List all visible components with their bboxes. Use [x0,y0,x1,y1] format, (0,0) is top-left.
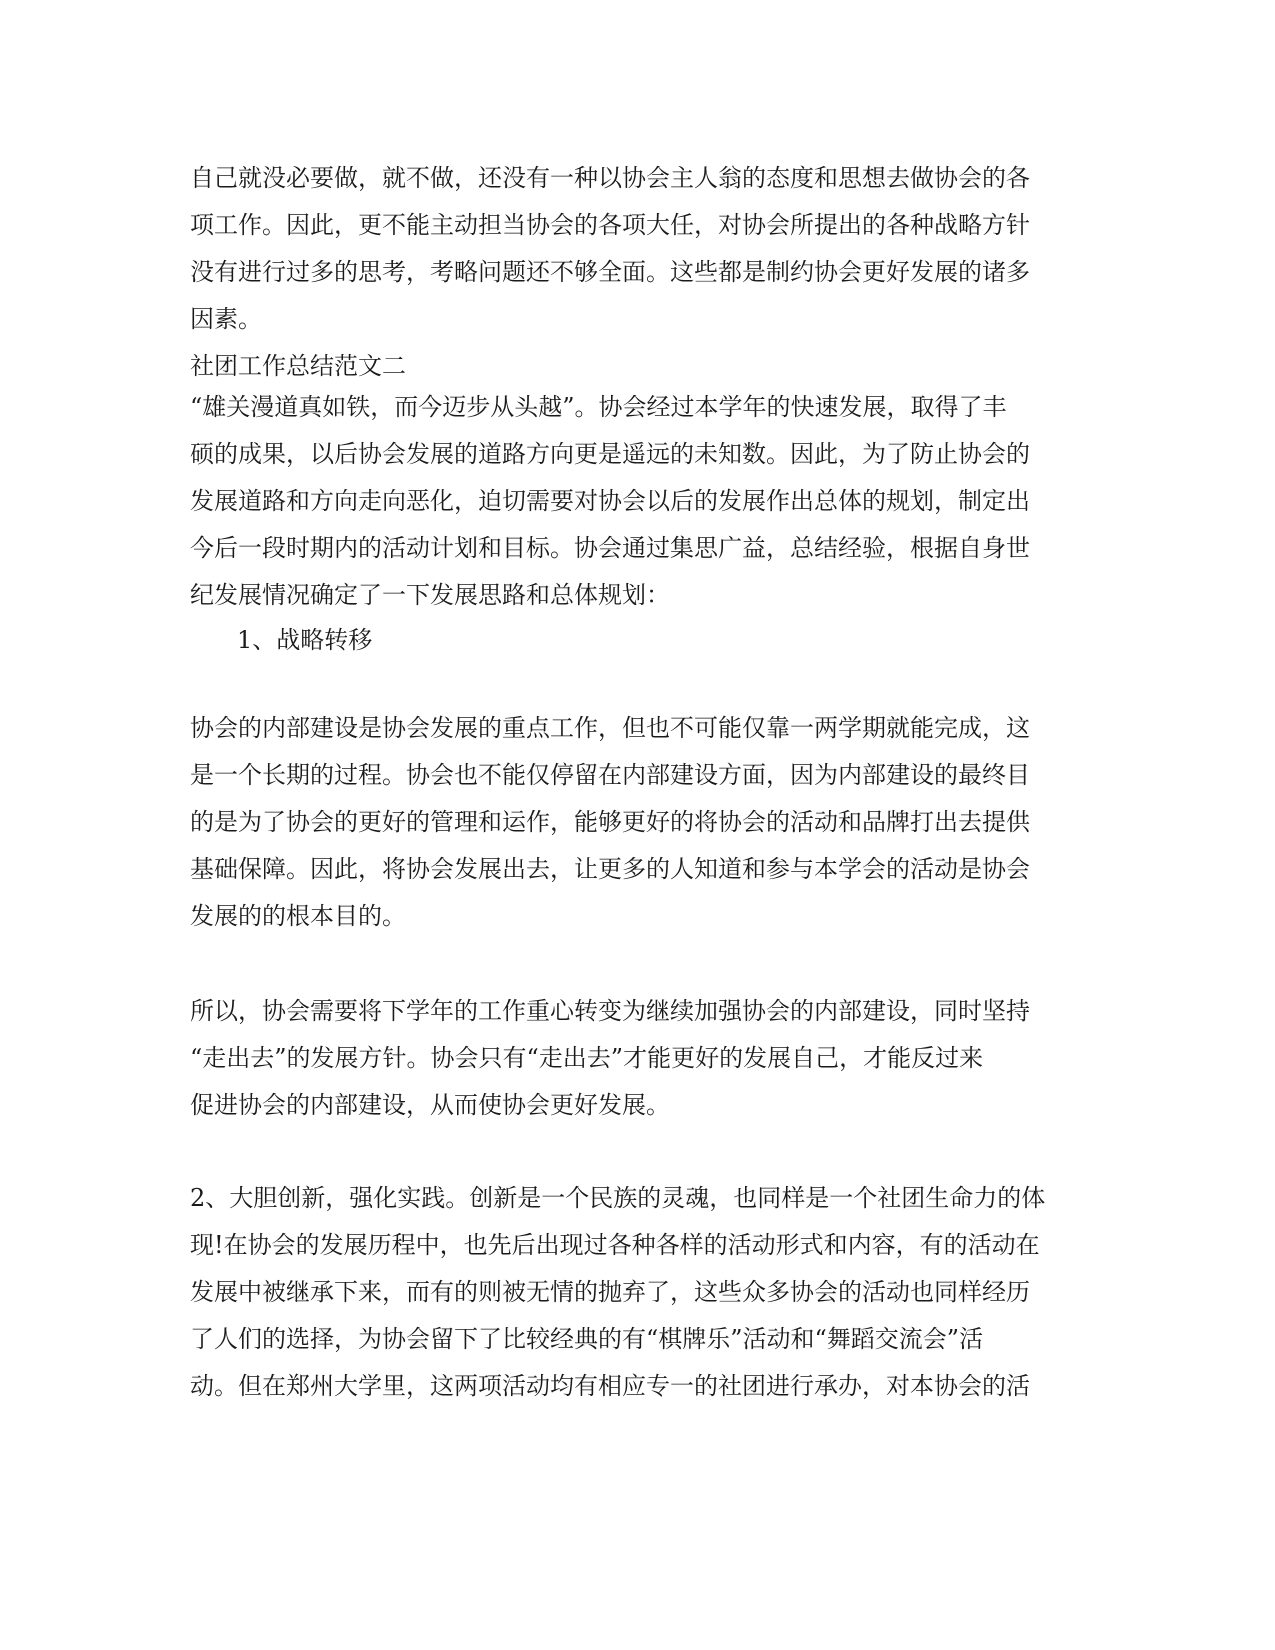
paragraph-intro: 自己就没必要做，就不做，还没有一种以协会主人翁的态度和思想去做协会的各 项工作。因此，更不能主动担当协会的各项大任，对协会所提出的各种战略方针 没有进行过多的思考，考略问题还不够全面。这些都是制约协会更好发展的诸多 因素。 [190,164,1030,333]
section-heading: 社团工作总结范文二 [190,352,406,380]
subheading-strategy-shift: 1、战略转移 [237,626,373,654]
paragraph-internal-building: 协会的内部建设是协会发展的重点工作，但也不可能仅靠一两学期就能完成，这 是一个长期的过程。协会也不能仅停留在内部建设方面，因为内部建设的最终目 的是为了协会的更好的管理和运作，能够更好的将协会的活动和品牌打出去提供 基础保障。因此，将协会发展出去，让更多的人知道和参与本学会的活动是协会 发展的的根本目的。 [190,714,1030,930]
paragraph-planning: “雄关漫道真如铁，而今迈步从头越”。协会经过本学年的快速发展，取得了丰 硕的成果，以后协会发展的道路方向更是遥远的未知数。因此，为了防止协会的 发展道路和方向走向恶化，迫切需要对协会以后的发展作出总体的规划，制定出 今后一段时期内的活动计划和目标。协会通过集思广益，总结经验，根据自身世 纪发展情况确定了一下发展思路和总体规划： [190,393,1030,609]
paragraph-innovation: 2、大胆创新，强化实践。创新是一个民族的灵魂，也同样是一个社团生命力的体 现!在协会的发展历程中，也先后出现过各种各样的活动形式和内容，有的活动在 发展中被继承下来，而有的则被无情的抛弃了，这些众多协会的活动也同样经历 了人们的选择，为协会留下了比较经典的有“棋牌乐”活动和“舞蹈交流会”活 动。但在郑州大学里，这两项活动均有相应专一的社团进行承办，对本协会的活 [190,1184,1046,1400]
paragraph-go-out: 所以，协会需要将下学年的工作重心转变为继续加强协会的内部建设，同时坚持 “走出去”的发展方针。协会只有“走出去”才能更好的发展自己，才能反过来 促进协会的内部建设，从而使协会更好发展。 [190,997,1030,1119]
